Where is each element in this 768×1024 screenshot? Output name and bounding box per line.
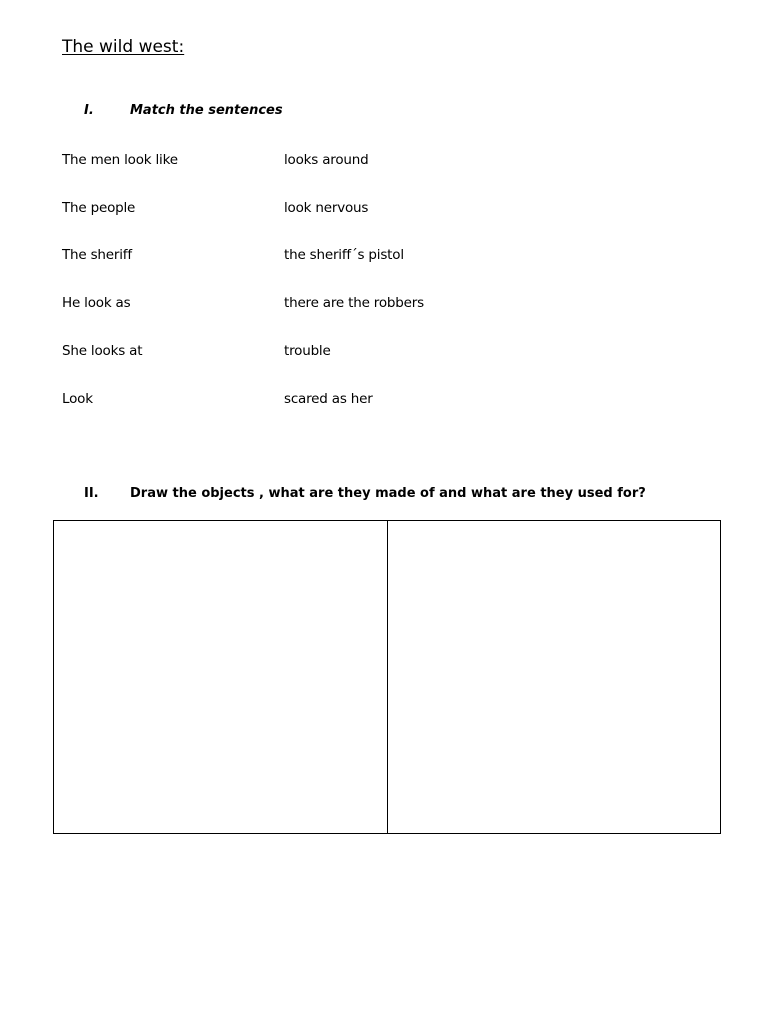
- match-left-item: He look as: [62, 295, 131, 311]
- match-row: [62, 152, 562, 170]
- section-2-title: Draw the objects , what are they made of and what are they used for?: [130, 486, 646, 501]
- match-left-item: She looks at: [62, 343, 143, 359]
- section-1-heading: [84, 103, 283, 118]
- match-right-item: scared as her: [284, 391, 373, 407]
- match-right-item: the sheriff´s pistol: [284, 247, 404, 263]
- section-2-heading: [84, 486, 646, 501]
- drawing-box-right[interactable]: [387, 521, 721, 833]
- match-right-item: trouble: [284, 343, 331, 359]
- match-row: [62, 200, 562, 218]
- match-row: [62, 391, 562, 409]
- match-row: [62, 295, 562, 313]
- drawing-table: [53, 520, 721, 834]
- match-right-item: looks around: [284, 152, 369, 168]
- match-left-item: The people: [62, 200, 136, 216]
- match-right-item: there are the robbers: [284, 295, 424, 311]
- section-2-numeral: II.: [84, 486, 99, 501]
- worksheet-title: The wild west:: [62, 37, 185, 57]
- section-1-title: Match the sentences: [130, 103, 283, 118]
- match-row: [62, 343, 562, 361]
- match-left-item: The men look like: [62, 152, 178, 168]
- drawing-box-left[interactable]: [54, 521, 387, 833]
- section-1-numeral: I.: [84, 103, 94, 118]
- match-right-item: look nervous: [284, 200, 369, 216]
- match-row: [62, 247, 562, 265]
- match-left-item: The sheriff: [62, 247, 132, 263]
- match-left-item: Look: [62, 391, 93, 407]
